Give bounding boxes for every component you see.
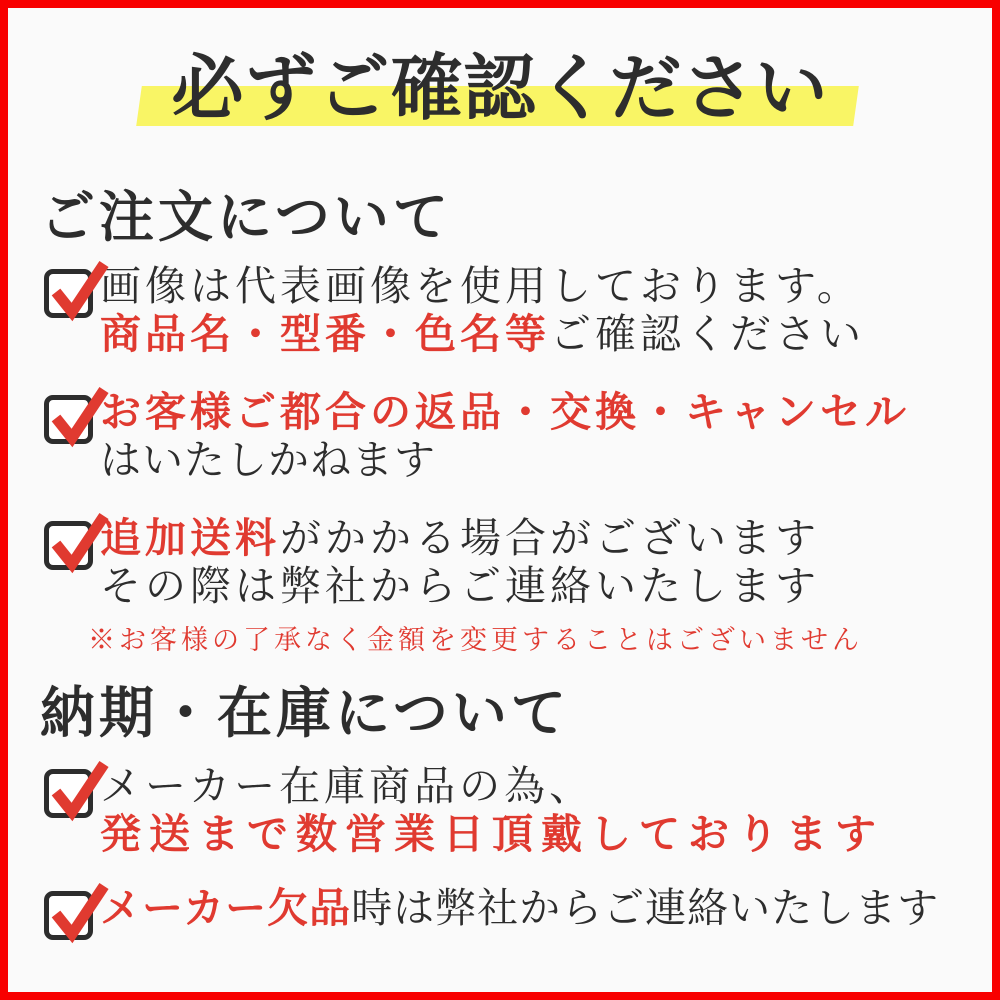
title-banner — [0, 30, 1000, 134]
text-black: がかかる場合がございます — [280, 515, 820, 561]
text-red: 発送まで数営業日頂戴しております — [100, 811, 884, 857]
section-heading-order: ご注文について — [40, 187, 452, 248]
text-red: お客様ご都合の返品・交換・キャンセル — [100, 389, 910, 435]
checkbox-check-icon — [44, 395, 93, 444]
item-text — [100, 884, 939, 932]
item-text — [100, 262, 865, 358]
text-black: 時は弊社からご連絡いたします — [351, 885, 940, 931]
checkbox-check-icon — [44, 269, 93, 318]
text-red: 追加送料 — [100, 515, 280, 561]
item-text — [100, 388, 910, 484]
text-black: その際は弊社からご連絡いたします — [100, 563, 820, 609]
text-red: メーカー欠品 — [100, 885, 352, 931]
text-black: メーカー在庫商品の為、 — [100, 763, 595, 809]
checkbox-check-icon — [44, 521, 93, 570]
item-line — [100, 762, 884, 810]
checklist-item-representative-image — [44, 262, 976, 358]
red-checkmark-icon — [52, 513, 108, 571]
item-line — [100, 884, 939, 932]
item-line — [100, 810, 884, 858]
title-wrap — [171, 30, 828, 134]
red-checkmark-icon — [52, 883, 108, 941]
item-note: ※お客様の了承なく金額を変更することはございません — [88, 625, 863, 655]
text-black: はいたしかねます — [100, 437, 436, 483]
checkbox-check-icon — [44, 769, 93, 818]
checklist-item-maker-out-of-stock — [44, 884, 976, 940]
item-line — [100, 514, 863, 562]
page-title: 必ずご確認ください — [171, 49, 829, 129]
section-heading-stock: 納期・在庫について — [40, 683, 570, 744]
item-line — [100, 262, 865, 310]
item-line — [100, 562, 863, 610]
red-checkmark-icon — [52, 387, 108, 445]
item-text — [88, 514, 863, 656]
checklist-item-maker-stock — [44, 762, 976, 858]
item-line — [100, 388, 910, 436]
checklist-item-extra-postage — [44, 514, 976, 656]
red-checkmark-icon — [52, 261, 108, 319]
item-line — [100, 436, 910, 484]
checklist-item-return-policy — [44, 388, 976, 484]
item-line — [100, 310, 865, 358]
text-red: 商品名・型番・色名等 — [100, 311, 550, 357]
checkbox-check-icon — [44, 891, 93, 940]
item-text — [100, 762, 884, 858]
text-black: 画像は代表画像を使用しております。 — [100, 263, 862, 309]
red-checkmark-icon — [52, 761, 108, 819]
text-black: ご確認ください — [550, 311, 865, 357]
